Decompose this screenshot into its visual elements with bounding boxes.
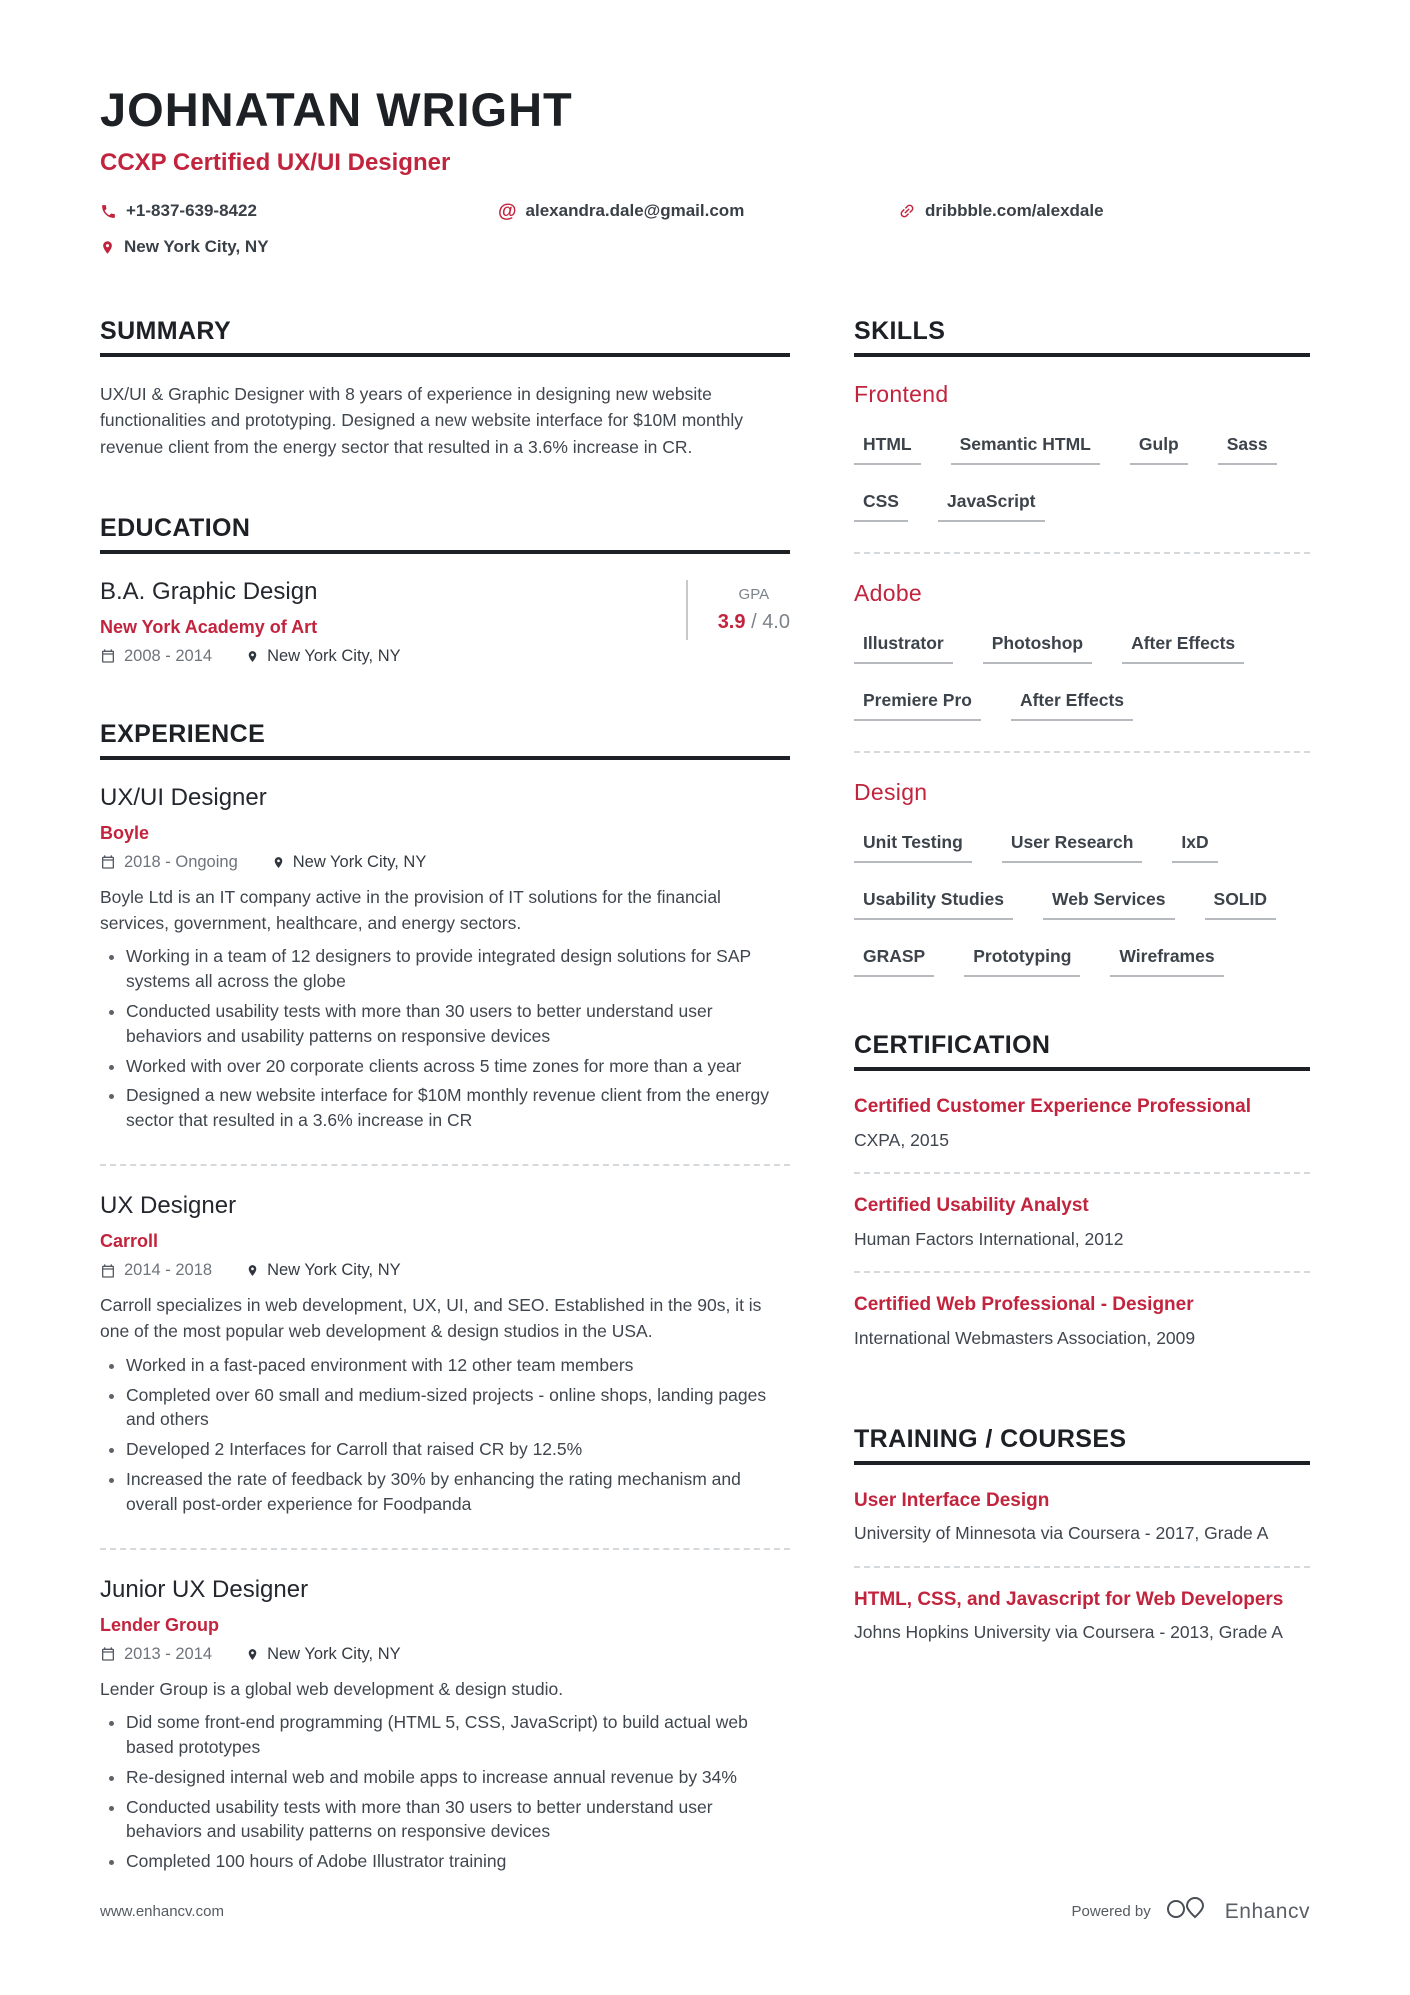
- bullet-item: • Developed 2 Interfaces for Carroll that raised CR by 12.5%: [126, 1437, 790, 1462]
- skill-tag: SOLID: [1205, 889, 1276, 920]
- job-location: [272, 853, 427, 872]
- skill-group-design: [854, 779, 1310, 977]
- education-location-text: New York City, NY: [267, 646, 401, 665]
- school-name: New York Academy of Art: [100, 616, 318, 637]
- bullet-item: • Completed over 60 small and medium-sized projects - online shops, landing pages and others: [126, 1383, 790, 1433]
- skill-tags: [854, 633, 1310, 721]
- location-icon: [246, 1647, 259, 1662]
- gpa-score: 3.9: [717, 610, 746, 633]
- education-entry: [100, 578, 790, 666]
- experience-section: [100, 720, 790, 1905]
- summary-heading: SUMMARY: [100, 317, 790, 357]
- bullet-item: • Working in a team of 12 designers to provide integrated design solutions for SAP systems all across the globe: [126, 944, 790, 994]
- training-item: [854, 1566, 1310, 1665]
- skills-section: [854, 317, 1310, 977]
- location-icon: [246, 649, 259, 664]
- skill-tag: Usability Studies: [854, 889, 1013, 920]
- candidate-title: CCXP Certified UX/UI Designer: [100, 149, 451, 176]
- skill-tag: After Effects: [1011, 690, 1133, 721]
- job-dates: [100, 853, 238, 872]
- job-company: Carroll: [100, 1231, 159, 1252]
- at-icon: @: [498, 200, 517, 222]
- job-dates-text: 2013 - 2014: [124, 1644, 213, 1663]
- gpa-divider: /: [751, 610, 757, 633]
- email-link[interactable]: [498, 201, 898, 221]
- website-url: dribbble.com/alexdale: [925, 201, 1104, 220]
- footer-site-link[interactable]: www.enhancv.com: [100, 1903, 224, 1920]
- bullet-item: • Worked with over 20 corporate clients across 5 time zones for more than a year: [126, 1054, 790, 1079]
- skill-tag: Unit Testing: [854, 832, 972, 863]
- phone-icon: [100, 203, 117, 220]
- bullet-item: • Designed a new website interface for $10M monthly revenue client from the energy sector that resulted in a 3.6% increase in CR: [126, 1083, 790, 1133]
- location-icon: [246, 1263, 259, 1278]
- job-meta: [100, 853, 790, 872]
- skills-heading: SKILLS: [854, 317, 1310, 357]
- calendar-icon: [100, 648, 116, 664]
- contact-row: [100, 201, 1310, 257]
- skill-tag: User Research: [1002, 832, 1143, 863]
- link-icon: [898, 202, 916, 220]
- bullet-item: • Re-designed internal web and mobile apps to increase annual revenue by 34%: [126, 1765, 790, 1790]
- skill-group-label: Design: [854, 779, 928, 805]
- job-meta: [100, 1261, 790, 1280]
- calendar-icon: [100, 854, 116, 870]
- certification-org: CXPA, 2015: [854, 1129, 950, 1150]
- skill-tag: HTML: [854, 434, 921, 465]
- summary-text: UX/UI & Graphic Designer with 8 years of experience in designing new website functionalities and prototyping. Designed a new website interface for $10M monthly revenue client from the energy sector that resulted in a 3.6% increase in CR.: [100, 384, 744, 457]
- powered-by-label: Powered by: [1071, 1903, 1151, 1920]
- education-dates-text: 2008 - 2014: [124, 646, 213, 665]
- job-bullets: [100, 1353, 790, 1517]
- divider: [854, 751, 1310, 753]
- gpa-label: GPA: [738, 585, 770, 603]
- job-location-text: New York City, NY: [267, 1261, 401, 1280]
- training-org: Johns Hopkins University via Coursera - 2013, Grade A: [854, 1622, 1283, 1643]
- education-details: [100, 578, 401, 666]
- skill-tag: Wireframes: [1110, 946, 1223, 977]
- skill-tag: JavaScript: [938, 491, 1045, 522]
- bullet-item: • Did some front-end programming (HTML 5, CSS, JavaScript) to build actual web based prototypes: [126, 1710, 790, 1760]
- certification-title: Certified Web Professional - Designer: [854, 1294, 1194, 1316]
- job-title: UX/UI Designer: [100, 783, 267, 811]
- education-meta: [100, 647, 401, 666]
- resume-header: [100, 82, 1310, 257]
- degree-title: B.A. Graphic Design: [100, 577, 318, 605]
- skill-tag: After Effects: [1122, 633, 1244, 664]
- training-section: [854, 1425, 1310, 1665]
- education-section: [100, 514, 790, 666]
- skill-tag: IxD: [1172, 832, 1217, 863]
- skill-group-label: Frontend: [854, 381, 949, 407]
- training-item: [854, 1489, 1310, 1566]
- job-title: Junior UX Designer: [100, 1575, 309, 1603]
- bullet-item: • Conducted usability tests with more than 30 users to better understand user behaviors and usability patterns on responsive devices: [126, 1795, 790, 1845]
- job-company: Lender Group: [100, 1614, 220, 1635]
- job-entry: [100, 784, 790, 1164]
- skill-tag: CSS: [854, 491, 908, 522]
- skill-tag: Web Services: [1043, 889, 1175, 920]
- skill-tag: Semantic HTML: [951, 434, 1100, 465]
- education-location: [246, 647, 401, 666]
- job-entry: [100, 1164, 790, 1548]
- job-description: Carroll specializes in web development, UX, UI, and SEO. Established in the 90s, it is one of the most popular web development & design studios in the USA.: [100, 1295, 762, 1342]
- job-location: [246, 1261, 401, 1280]
- powered-by: [1072, 1896, 1310, 1927]
- gpa-value: [718, 611, 790, 634]
- job-title: UX Designer: [100, 1192, 237, 1220]
- skill-group-adobe: [854, 580, 1310, 721]
- brand-name[interactable]: Enhancv: [1224, 1899, 1310, 1923]
- bullet-item: • Worked in a fast-paced environment with 12 other team members: [126, 1353, 790, 1378]
- job-bullets: [100, 1710, 790, 1874]
- website-link[interactable]: [898, 201, 1310, 221]
- candidate-name: JOHNATAN WRIGHT: [100, 83, 573, 136]
- email-address: alexandra.dale@gmail.com: [525, 201, 745, 220]
- job-bullets: [100, 944, 790, 1133]
- skill-tag: Gulp: [1130, 434, 1188, 465]
- calendar-icon: [100, 1263, 116, 1279]
- skill-tags: [854, 832, 1310, 977]
- education-dates: [100, 647, 212, 666]
- calendar-icon: [100, 1646, 116, 1662]
- training-org: University of Minnesota via Coursera - 2017, Grade A: [854, 1523, 1269, 1544]
- skill-tag: Premiere Pro: [854, 690, 981, 721]
- certification-section: [854, 1031, 1310, 1371]
- job-location: [246, 1645, 401, 1664]
- skill-group-frontend: [854, 381, 1310, 522]
- bullet-item: • Conducted usability tests with more than 30 users to better understand user behaviors and usability patterns on responsive devices: [126, 999, 790, 1049]
- summary-section: [100, 317, 790, 460]
- bullet-item: • Completed 100 hours of Adobe Illustrator training: [126, 1849, 790, 1874]
- bullet-item: • Increased the rate of feedback by 30% by enhancing the rating mechanism and overall post-order experience for Foodpanda: [126, 1467, 790, 1517]
- certification-item: [854, 1095, 1310, 1172]
- phone-number: +1-837-639-8422: [126, 201, 257, 220]
- job-dates: [100, 1645, 212, 1664]
- job-location-text: New York City, NY: [292, 852, 427, 871]
- education-heading: EDUCATION: [100, 514, 790, 554]
- skill-tag: GRASP: [854, 946, 934, 977]
- phone-link[interactable]: [100, 201, 498, 221]
- certification-org: Human Factors International, 2012: [854, 1228, 1124, 1249]
- skill-tag: Illustrator: [854, 633, 953, 664]
- left-column: [100, 317, 790, 1959]
- location-icon: [100, 239, 115, 256]
- certification-org: International Webmasters Association, 2009: [854, 1328, 1196, 1349]
- experience-heading: EXPERIENCE: [100, 720, 790, 760]
- job-entry: [100, 1548, 790, 1905]
- location-item: [100, 237, 498, 257]
- gpa-box: [686, 580, 790, 640]
- job-description: Boyle Ltd is an IT company active in the provision of IT solutions for the financial services, government, healthcare, and energy sectors.: [100, 886, 721, 933]
- certification-title: Certified Customer Experience Professional: [854, 1096, 1252, 1117]
- resume-body: [100, 317, 1310, 1959]
- page-footer: [100, 1896, 1310, 1927]
- skill-tag: Sass: [1218, 434, 1277, 465]
- skill-tag: Photoshop: [983, 633, 1092, 664]
- certification-title: Certified Usability Analyst: [854, 1195, 1089, 1217]
- gpa-max: 4.0: [762, 610, 790, 633]
- job-dates-text: 2014 - 2018: [124, 1261, 213, 1280]
- certification-item: [854, 1172, 1310, 1271]
- job-description: Lender Group is a global web development & design studio.: [100, 1678, 564, 1699]
- location-text: New York City, NY: [124, 237, 269, 256]
- right-column: [854, 317, 1310, 1959]
- certification-item: [854, 1271, 1310, 1370]
- divider: [854, 552, 1310, 554]
- job-location-text: New York City, NY: [267, 1644, 401, 1663]
- skill-tag: Prototyping: [964, 946, 1080, 977]
- job-dates: [100, 1261, 212, 1280]
- job-company: Boyle: [100, 822, 150, 843]
- job-dates-text: 2018 - Ongoing: [124, 852, 238, 871]
- skill-tags: [854, 434, 1310, 522]
- training-title: HTML, CSS, and Javascript for Web Developers: [854, 1588, 1284, 1610]
- job-meta: [100, 1645, 790, 1664]
- training-heading: TRAINING / COURSES: [854, 1425, 1310, 1465]
- training-title: User Interface Design: [854, 1489, 1050, 1511]
- enhancv-logo: [1165, 1896, 1211, 1927]
- certification-heading: CERTIFICATION: [854, 1031, 1310, 1071]
- skill-group-label: Adobe: [854, 580, 923, 606]
- location-icon: [272, 855, 285, 870]
